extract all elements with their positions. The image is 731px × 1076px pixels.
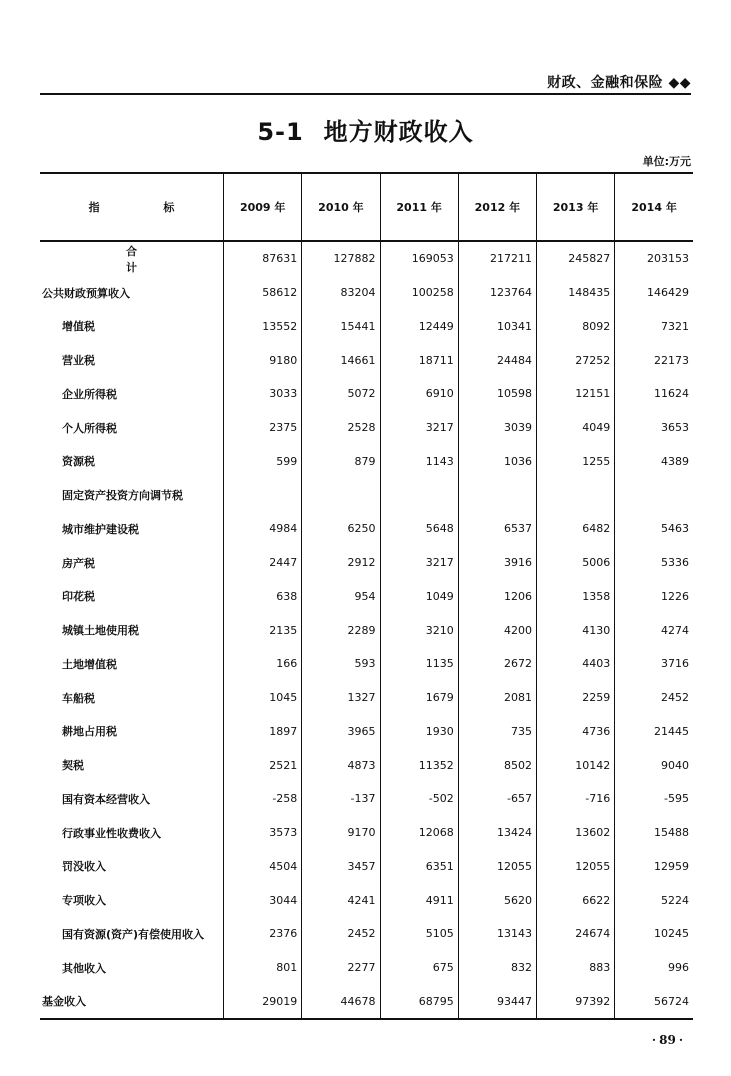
table-row <box>40 951 693 985</box>
table-row <box>40 850 693 884</box>
row-value: 9180 <box>224 343 302 377</box>
column-header-2010: 2010 年 <box>302 173 380 241</box>
column-header-2012: 2012 年 <box>458 173 536 241</box>
row-label: 营业税 <box>62 354 95 368</box>
row-value: 2672 <box>458 647 536 681</box>
row-value: 4274 <box>615 613 693 647</box>
row-value: 832 <box>458 951 536 985</box>
row-value: 9170 <box>302 816 380 850</box>
row-value: -657 <box>458 782 536 816</box>
row-value: 166 <box>224 647 302 681</box>
row-value: 13552 <box>224 310 302 344</box>
row-value: 1679 <box>380 681 458 715</box>
row-value: 12151 <box>536 377 614 411</box>
row-label: 行政事业性收费收入 <box>62 826 161 840</box>
row-value: 1327 <box>302 681 380 715</box>
row-value: 3653 <box>615 411 693 445</box>
row-value: 6250 <box>302 512 380 546</box>
row-label: 固定资产投资方向调节税 <box>62 489 183 503</box>
table-row <box>40 512 693 546</box>
row-value: 735 <box>458 715 536 749</box>
row-value: 1206 <box>458 580 536 614</box>
row-value: 5463 <box>615 512 693 546</box>
row-value: 27252 <box>536 343 614 377</box>
row-value: 15441 <box>302 310 380 344</box>
row-value: 7321 <box>615 310 693 344</box>
row-value: 123764 <box>458 276 536 310</box>
row-value: 3573 <box>224 816 302 850</box>
row-value: 675 <box>380 951 458 985</box>
row-value: 4873 <box>302 748 380 782</box>
row-value <box>458 478 536 512</box>
row-value: 2912 <box>302 546 380 580</box>
row-value <box>380 478 458 512</box>
row-value: 5105 <box>380 917 458 951</box>
page-number: · 89 · <box>651 1033 683 1047</box>
row-label: 个人所得税 <box>62 421 117 435</box>
row-value: 1255 <box>536 445 614 479</box>
table-row <box>40 478 693 512</box>
row-value: 2452 <box>615 681 693 715</box>
row-value <box>224 478 302 512</box>
row-value: -137 <box>302 782 380 816</box>
row-value: 44678 <box>302 985 380 1020</box>
table-row <box>40 613 693 647</box>
row-value: 1930 <box>380 715 458 749</box>
row-value: 1135 <box>380 647 458 681</box>
row-value: 2376 <box>224 917 302 951</box>
row-value: 5224 <box>615 883 693 917</box>
row-value: 6537 <box>458 512 536 546</box>
table-row <box>40 647 693 681</box>
row-value: -716 <box>536 782 614 816</box>
row-value: 83204 <box>302 276 380 310</box>
row-value: 1143 <box>380 445 458 479</box>
row-value: 87631 <box>224 241 302 276</box>
table-row <box>40 445 693 479</box>
row-value: 22173 <box>615 343 693 377</box>
column-header-2013: 2013 年 <box>536 173 614 241</box>
row-value: 2081 <box>458 681 536 715</box>
row-value: 4504 <box>224 850 302 884</box>
row-value: 6351 <box>380 850 458 884</box>
column-header-2014: 2014 年 <box>615 173 693 241</box>
row-value: 10245 <box>615 917 693 951</box>
row-value: 127882 <box>302 241 380 276</box>
row-label: 城市维护建设税 <box>62 522 139 536</box>
row-value: 2452 <box>302 917 380 951</box>
row-value: 883 <box>536 951 614 985</box>
row-label: 合 计 <box>126 244 188 274</box>
row-value: 4403 <box>536 647 614 681</box>
row-value: 10598 <box>458 377 536 411</box>
row-value: 996 <box>615 951 693 985</box>
row-value: 1045 <box>224 681 302 715</box>
row-value: 2259 <box>536 681 614 715</box>
row-value: 13424 <box>458 816 536 850</box>
table-row <box>40 782 693 816</box>
row-value: 93447 <box>458 985 536 1020</box>
row-value: 3217 <box>380 546 458 580</box>
row-value: 599 <box>224 445 302 479</box>
row-value <box>302 478 380 512</box>
table-title: 地方财政收入 <box>323 118 474 146</box>
row-value: 1226 <box>615 580 693 614</box>
row-value: 5620 <box>458 883 536 917</box>
row-value: -258 <box>224 782 302 816</box>
row-value: 4049 <box>536 411 614 445</box>
row-value: 13602 <box>536 816 614 850</box>
row-value: 3716 <box>615 647 693 681</box>
table-row <box>40 343 693 377</box>
row-value: 10341 <box>458 310 536 344</box>
row-value: 148435 <box>536 276 614 310</box>
row-value: 217211 <box>458 241 536 276</box>
row-value: 56724 <box>615 985 693 1020</box>
row-value: 21445 <box>615 715 693 749</box>
row-value: 3044 <box>224 883 302 917</box>
row-value: 5072 <box>302 377 380 411</box>
row-value: 8502 <box>458 748 536 782</box>
row-value: 2289 <box>302 613 380 647</box>
row-value: 68795 <box>380 985 458 1020</box>
row-value: 2375 <box>224 411 302 445</box>
row-label: 罚没收入 <box>62 860 106 874</box>
row-value: 3039 <box>458 411 536 445</box>
row-value: 4200 <box>458 613 536 647</box>
row-value: 11352 <box>380 748 458 782</box>
row-label: 国有资源(资产)有偿使用收入 <box>62 927 205 941</box>
row-value: 5006 <box>536 546 614 580</box>
row-label: 公共财政预算收入 <box>42 286 130 300</box>
row-value: -502 <box>380 782 458 816</box>
table-row <box>40 917 693 951</box>
row-value: 13143 <box>458 917 536 951</box>
row-value: 2528 <box>302 411 380 445</box>
table-row <box>40 748 693 782</box>
header-rule <box>40 93 691 95</box>
row-value: 97392 <box>536 985 614 1020</box>
section-header: 财政、金融和保险 ◆◆ <box>547 75 691 91</box>
row-value: 801 <box>224 951 302 985</box>
row-value: 29019 <box>224 985 302 1020</box>
page-number-value: 89 <box>659 1033 676 1047</box>
row-value: 3457 <box>302 850 380 884</box>
table-row <box>40 310 693 344</box>
column-header-2011: 2011 年 <box>380 173 458 241</box>
row-value: 12055 <box>536 850 614 884</box>
table-row <box>40 985 693 1020</box>
row-label: 房产税 <box>62 556 95 570</box>
row-value: 3916 <box>458 546 536 580</box>
row-value: 12055 <box>458 850 536 884</box>
row-label: 城镇土地使用税 <box>62 624 139 638</box>
table-header-row <box>40 173 693 241</box>
row-value: 4911 <box>380 883 458 917</box>
row-value: 6622 <box>536 883 614 917</box>
row-value: 100258 <box>380 276 458 310</box>
row-label: 增值税 <box>62 320 95 334</box>
row-value <box>536 478 614 512</box>
row-value: 11624 <box>615 377 693 411</box>
row-value <box>615 478 693 512</box>
row-value: 3210 <box>380 613 458 647</box>
table-row <box>40 546 693 580</box>
row-value: 245827 <box>536 241 614 276</box>
row-value: 1036 <box>458 445 536 479</box>
table-row <box>40 276 693 310</box>
row-value: 203153 <box>615 241 693 276</box>
unit-label: 单位:万元 <box>642 155 691 168</box>
row-value: 58612 <box>224 276 302 310</box>
row-label: 资源税 <box>62 455 95 469</box>
row-value: 2277 <box>302 951 380 985</box>
table-row <box>40 377 693 411</box>
row-value: 24484 <box>458 343 536 377</box>
row-value: 24674 <box>536 917 614 951</box>
row-value: 15488 <box>615 816 693 850</box>
row-label: 印花税 <box>62 590 95 604</box>
row-value: 6482 <box>536 512 614 546</box>
row-label: 土地增值税 <box>62 657 117 671</box>
row-value: 169053 <box>380 241 458 276</box>
table-row <box>40 580 693 614</box>
row-value: 10142 <box>536 748 614 782</box>
row-label: 车船税 <box>62 691 95 705</box>
row-value: 12959 <box>615 850 693 884</box>
row-value: 2521 <box>224 748 302 782</box>
row-value: 4389 <box>615 445 693 479</box>
row-value: 8092 <box>536 310 614 344</box>
row-value: 3217 <box>380 411 458 445</box>
row-value: 12449 <box>380 310 458 344</box>
row-value: 146429 <box>615 276 693 310</box>
row-value: 4736 <box>536 715 614 749</box>
row-value: 3033 <box>224 377 302 411</box>
row-label: 国有资本经营收入 <box>62 792 150 806</box>
row-value: 5336 <box>615 546 693 580</box>
row-value: 4241 <box>302 883 380 917</box>
table-row <box>40 883 693 917</box>
table-row <box>40 816 693 850</box>
row-value: 9040 <box>615 748 693 782</box>
revenue-table <box>40 172 693 1020</box>
column-header-indicator: 指 标 <box>40 173 224 241</box>
row-value: 593 <box>302 647 380 681</box>
row-value: 6910 <box>380 377 458 411</box>
row-value: 638 <box>224 580 302 614</box>
table-row <box>40 681 693 715</box>
row-value: 1049 <box>380 580 458 614</box>
row-value: 954 <box>302 580 380 614</box>
row-value: 2447 <box>224 546 302 580</box>
row-label: 专项收入 <box>62 894 106 908</box>
table-row <box>40 241 693 276</box>
table-number: 5-1 <box>257 118 304 146</box>
table-row <box>40 715 693 749</box>
row-value: -595 <box>615 782 693 816</box>
row-value: 3965 <box>302 715 380 749</box>
row-label: 耕地占用税 <box>62 725 117 739</box>
row-value: 1897 <box>224 715 302 749</box>
row-value: 2135 <box>224 613 302 647</box>
row-value: 14661 <box>302 343 380 377</box>
table-row <box>40 411 693 445</box>
row-value: 1358 <box>536 580 614 614</box>
row-label: 企业所得税 <box>62 387 117 401</box>
row-value: 879 <box>302 445 380 479</box>
row-value: 4130 <box>536 613 614 647</box>
row-value: 12068 <box>380 816 458 850</box>
page-title <box>0 112 731 147</box>
row-value: 18711 <box>380 343 458 377</box>
row-label: 其他收入 <box>62 961 106 975</box>
row-label: 基金收入 <box>40 985 224 1020</box>
column-header-2009: 2009 年 <box>224 173 302 241</box>
row-value: 5648 <box>380 512 458 546</box>
row-value: 4984 <box>224 512 302 546</box>
row-label: 契税 <box>62 759 84 773</box>
